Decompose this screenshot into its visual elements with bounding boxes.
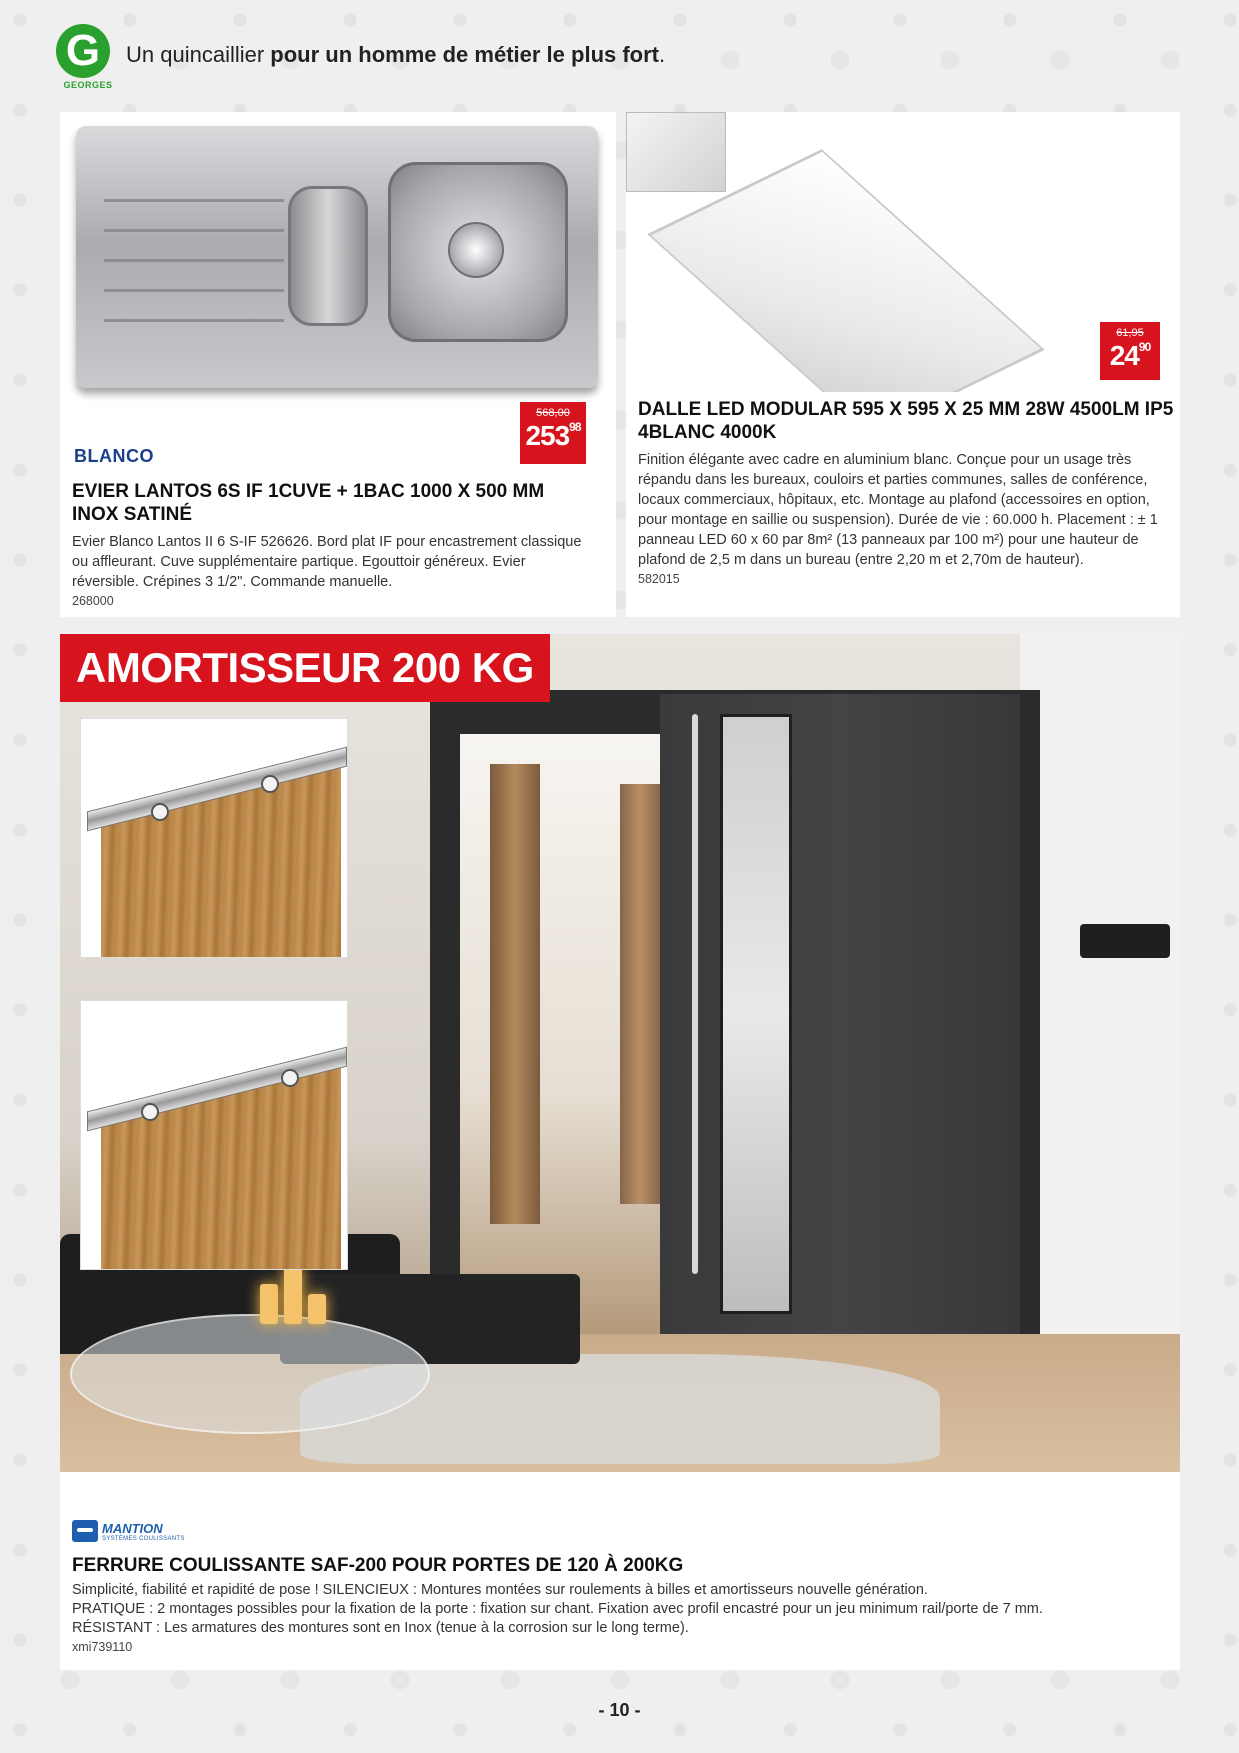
- hardware-inset-1: [80, 718, 348, 958]
- blanco-logo: BLANCO: [74, 446, 154, 466]
- sink-drain-icon: [448, 222, 504, 278]
- door-glass-strip: [720, 714, 792, 1314]
- description-line: PRATIQUE : 2 montages possibles pour la fixation de la porte : fixation sur chant. Fixation avec profil encastré pour un jeu minimum rail/porte de 7 mm.: [72, 1601, 1043, 1617]
- description-line: RÉSISTANT : Les armatures des montures sont en Inox (tenue à la corrosion sur le long terme).: [72, 1620, 689, 1636]
- sliding-door-photo: [60, 634, 1180, 1472]
- product-title: DALLE LED MODULAR 595 X 595 X 25 MM 28W 4500LM IP5 4BLANC 4000K: [638, 399, 1174, 443]
- curtain: [490, 764, 540, 1224]
- description-line: Simplicité, fiabilité et rapidité de pose ! SILENCIEUX : Montures montées sur roulements à billes et amortisseurs nouvelle génération.: [72, 1582, 928, 1598]
- tagline-plain: Un quincaillier: [126, 42, 271, 67]
- door-text-block: [72, 1554, 1172, 1654]
- logo-subtitle: GEORGES: [63, 80, 113, 90]
- product-description: Finition élégante avec cadre en aluminium blanc. Conçue pour un usage très répandu dans les bureaux, couloirs et parties communes, salles de conférence, locaux commerciaux, hôpitaux, etc. Montage au plafond (accessoires en option, pour montage en saillie ou suspension). Durée de vie : 60.000 h. Placement : ± 1 panneau LED 60 x 60 par 8m² (13 panneaux par 100 m²) pour une hauteur de plafond de 2,5 m dans un bureau (entre 2,20 m et 2,70m de hauteur).: [638, 452, 1158, 568]
- sliding-door-panel: [660, 694, 1020, 1394]
- led-panel-image: [626, 112, 1180, 392]
- glass-table: [70, 1314, 430, 1434]
- fernand-georges-logo[interactable]: [56, 24, 118, 96]
- product-card-led: [626, 112, 1180, 617]
- sink-drainboard: [104, 178, 284, 328]
- wall: [1020, 634, 1180, 1374]
- tagline-bold: pour un homme de métier le plus fort: [270, 42, 660, 67]
- roller-icon: [141, 1103, 159, 1121]
- mantion-subtitle: SYSTÈMES COULISSANTS: [102, 1536, 185, 1542]
- price-int: 253: [525, 420, 570, 451]
- product-card-sliding-door: [60, 634, 1180, 1670]
- curtain: [620, 784, 660, 1204]
- mantion-name: MANTION: [102, 1521, 163, 1536]
- price-tag-led: [1100, 322, 1160, 380]
- product-reference: xmi739110: [72, 1640, 133, 1654]
- page-header: [56, 24, 956, 104]
- product-description: [72, 1581, 1172, 1638]
- sink-text-block: [72, 480, 592, 608]
- hardware-inset-2: [80, 1000, 348, 1270]
- mantion-icon: [72, 1520, 98, 1542]
- tagline-end: .: [659, 42, 666, 67]
- product-card-sink: [60, 112, 616, 617]
- wall-pull: [1080, 924, 1170, 958]
- sink-small-bowl: [288, 186, 368, 326]
- roller-icon: [281, 1069, 299, 1087]
- price-dec: 98: [569, 420, 581, 434]
- page-number: - 10 -: [598, 1700, 641, 1720]
- price-int: 24: [1109, 340, 1139, 371]
- price-old: 61,95: [1116, 327, 1144, 339]
- product-reference: 268000: [72, 594, 114, 608]
- product-title: FERRURE COULISSANTE SAF-200 POUR PORTES DE 120 À 200KG: [72, 1555, 684, 1576]
- price-tag-sink: [520, 402, 586, 464]
- sink-image: [76, 126, 598, 388]
- product-reference: 582015: [638, 572, 680, 586]
- logo-letter: G: [56, 24, 110, 78]
- price-new: [1100, 340, 1160, 372]
- led-thumbnail: [626, 112, 726, 192]
- tagline: [126, 42, 665, 68]
- roller-icon: [261, 775, 279, 793]
- product-description: Evier Blanco Lantos II 6 S-IF 526626. Bord plat IF pour encastrement classique ou affleurant. Cuve supplémentaire partique. Egouttoir généreux. Evier réversible. Crépines 3 1/2". Commande manuelle.: [72, 534, 582, 590]
- product-title: EVIER LANTOS 6S IF 1CUVE + 1BAC 1000 X 500 MM INOX SATINÉ: [72, 481, 545, 525]
- promo-banner: AMORTISSEUR 200 KG: [60, 634, 550, 702]
- door-handle: [692, 714, 698, 1274]
- led-text-block: [638, 398, 1174, 586]
- price-old: 568,00: [536, 407, 570, 419]
- price-dec: 90: [1138, 340, 1151, 354]
- price-new: [520, 420, 586, 452]
- mantion-logo: [72, 1518, 272, 1548]
- candles: [260, 1264, 330, 1324]
- roller-icon: [151, 803, 169, 821]
